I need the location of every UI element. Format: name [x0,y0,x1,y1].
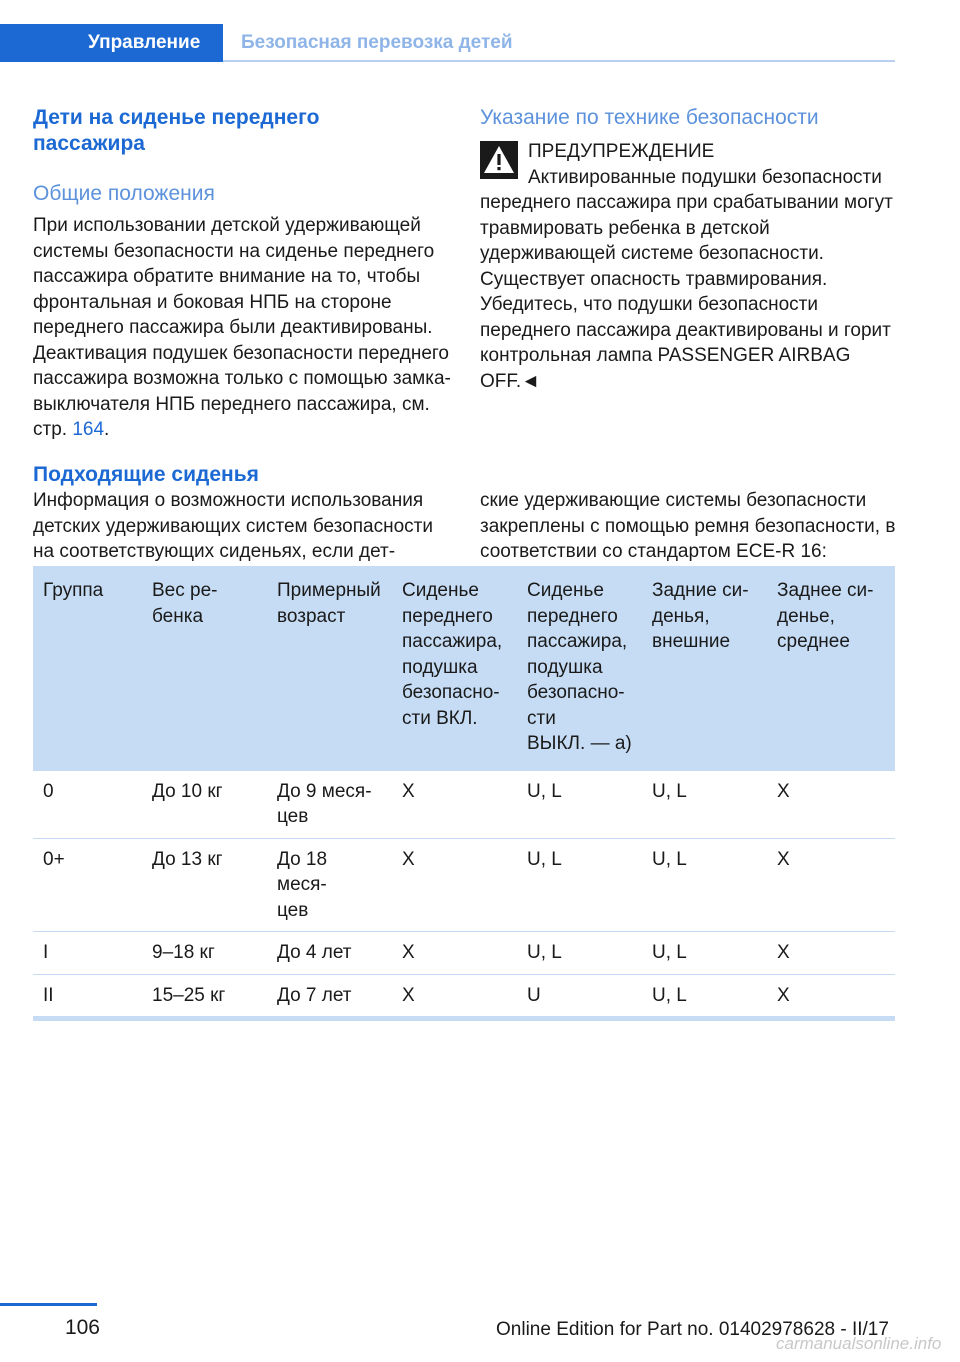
section-title-front-seat: Дети на сиденье переднего пассажира [33,106,320,155]
table-header-cell: Вес ре- бенка [142,566,267,771]
section-title-suitable-seats: Подходящие сиденья [33,463,259,486]
table-cell: 9–18 кг [142,932,267,975]
table-cell: U, L [642,974,767,1019]
intro-text-right: ские удерживающие системы безопасности закреплены с помощью ремня безопасности, в соответствии со стандартом ECE-R 16: [480,490,896,562]
table-cell: U, L [517,932,642,975]
right-column [480,105,898,394]
table-cell: U, L [642,838,767,932]
intro-text-left: Информация о возможности использования детских удерживающих систем безопасности на соответствующих сиденьях, если дет- [33,490,433,562]
table-cell: X [392,932,517,975]
table-cell: До 10 кг [142,771,267,839]
table-cell: X [392,838,517,932]
edition-info: Online Edition for Part no. 01402978628 - II/17 [496,1319,889,1340]
table-cell: U, L [517,838,642,932]
tab-controls[interactable]: Управление [80,24,223,62]
table-row [33,838,895,932]
table-cell: До 7 лет [267,974,392,1019]
table-row [33,771,895,839]
table-cell: 0 [33,771,142,839]
table-cell: U, L [642,932,767,975]
table-cell: До 4 лет [267,932,392,975]
warning-body [480,139,898,394]
table-cell: I [33,932,142,975]
warning-label: ПРЕДУПРЕЖДЕНИЕ [528,141,715,162]
page-number: 106 [64,1316,100,1339]
warning-triangle-icon [480,141,518,179]
footer-accent-line [0,1303,97,1306]
table-header-cell: Задние си- денья, внешние [642,566,767,771]
page-ref-link[interactable]: 164 [72,419,105,440]
safety-note-title: Указание по технике безопасности [480,106,819,129]
table-cell: U, L [517,771,642,839]
table-header-cell: Примерный возраст [267,566,392,771]
table-cell: X [767,932,895,975]
table-cell: 0+ [33,838,142,932]
general-paragraph-end: . [104,419,110,440]
table-cell: U [517,974,642,1019]
table-cell: X [767,838,895,932]
warning-text: Активированные подушки безопасности переднего пассажира при срабатывании могут травмировать ребенка в детской удерживающей системе безопасности. Существует опасность травмирования. Убедитесь, что подушки безопасности переднего пассажира деактивированы и горит контрольная лампа PASSENGER AIRBAG OFF.◄ [480,166,893,392]
header-accent-bar [0,24,80,62]
suitable-seats-intro [33,488,903,568]
subsection-title-general: Общие положения [33,182,215,205]
table-cell: X [392,771,517,839]
table-header-cell: Заднее си- денье, среднее [767,566,895,771]
table-row [33,974,895,1019]
table-cell: X [392,974,517,1019]
table-header-row [33,566,895,771]
general-paragraph [33,213,451,443]
suitable-seats-section [33,462,903,568]
table-cell: X [767,974,895,1019]
table-cell: II [33,974,142,1019]
general-paragraph-text: При использовании детской удерживающей системы безопасности на сиденье переднего пассажира обратите внимание на то, чтобы фронтальная и боковая НПБ на стороне переднего пассажира были деактивированы. Деактивация подушек безопасности переднего пассажира возможна только с помощью замка-выключателя НПБ переднего пассажира, см. стр. [33,215,451,440]
table-row [33,932,895,975]
table-header-cell: Группа [33,566,142,771]
table-header-cell: Сиденье переднего пассажира, подушка безопасно- сти ВКЛ. [392,566,517,771]
table-cell: U, L [642,771,767,839]
table-cell: До 18 меся- цев [267,838,392,932]
table-cell: 15–25 кг [142,974,267,1019]
table-cell: X [767,771,895,839]
warning-box [480,139,898,394]
table-header-cell: Сиденье переднего пассажира, подушка безопасно- сти ВЫКЛ. — a) [517,566,642,771]
watermark: carmanualsonline.info [776,1334,942,1353]
table-cell: До 13 кг [142,838,267,932]
left-column [33,105,451,443]
table-cell: До 9 меся- цев [267,771,392,839]
seats-table [33,566,895,1021]
tab-child-safety[interactable]: Безопасная перевозка детей [223,24,895,62]
